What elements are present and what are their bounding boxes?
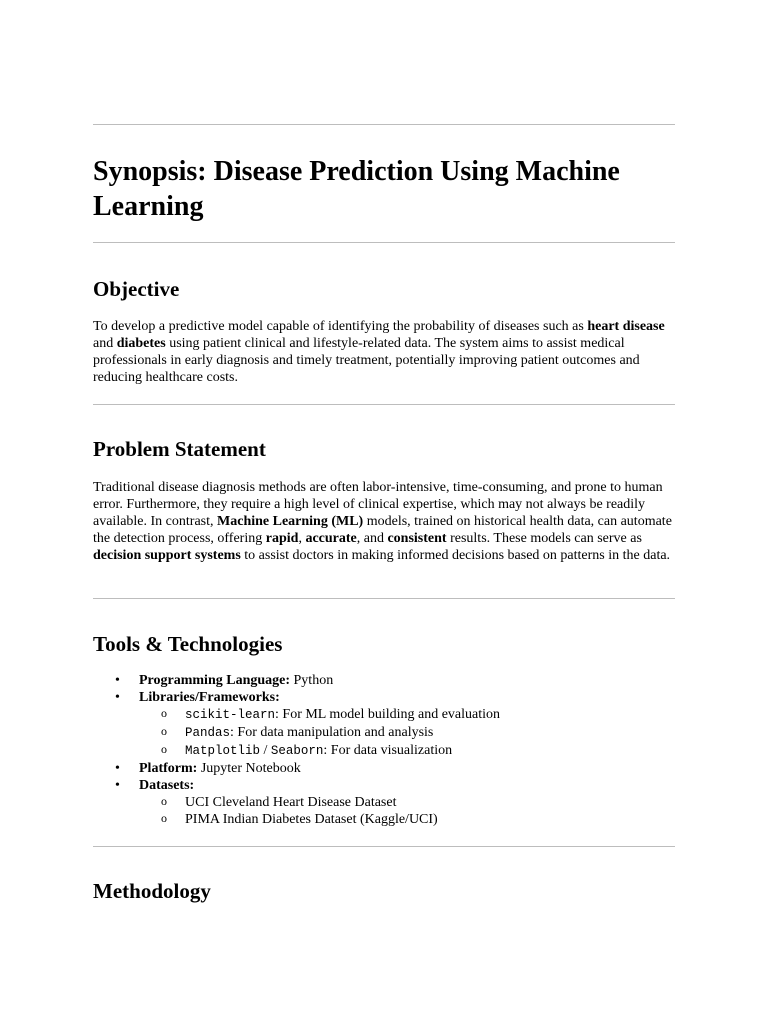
- divider: [93, 404, 675, 405]
- bold-term: rapid: [265, 531, 299, 546]
- problem-statement-paragraph: Traditional disease diagnosis methods are often labor-intensive, time-consuming, and prone to human error. Furthermore, they require a high level of clinical expertise, which may not always be readily available. In contrast, Machine Learning (ML) models, trained on historical health data, can automate the detection process, offering rapid, accurate, and consistent results. These models can serve as decision support systems to assist doctors in making informed decisions based on patterns in the data.: [93, 480, 672, 563]
- divider: [93, 242, 675, 243]
- libraries-sublist: [139, 706, 500, 760]
- bold-term: Machine Learning (ML): [217, 514, 364, 529]
- list-item: o UCI Cleveland Heart Disease Dataset: [139, 794, 500, 811]
- methodology-heading: Methodology: [93, 879, 211, 903]
- bold-term: decision support systems: [93, 548, 241, 563]
- bold-term: accurate: [305, 531, 357, 546]
- tools-heading: Tools & Technologies: [93, 632, 283, 656]
- page-title: Synopsis: Disease Prediction Using Machine Learning: [93, 156, 620, 222]
- divider: [93, 846, 675, 847]
- datasets-sublist: [139, 794, 500, 828]
- list-item: • Datasets: o UCI Cleveland Heart Disease Dataset o PIMA Indian Diabetes Dataset (Kaggle/UCI): [93, 777, 500, 828]
- problem-statement-heading: Problem Statement: [93, 437, 266, 461]
- list-item: • Programming Language: Python: [93, 672, 500, 689]
- bold-term: consistent: [387, 531, 447, 546]
- bold-term: heart disease: [587, 319, 665, 334]
- objective-heading: Objective: [93, 277, 180, 301]
- list-item: • Platform: Jupyter Notebook: [93, 760, 500, 777]
- list-item: o Pandas: For data manipulation and analysis: [139, 724, 500, 742]
- list-item: o PIMA Indian Diabetes Dataset (Kaggle/UCI): [139, 811, 500, 828]
- list-item: • Libraries/Frameworks: o scikit-learn: For ML model building and evaluation o Pandas: For data manipulation and analysis o Matplotlib / Seaborn: For data visualization: [93, 689, 500, 760]
- divider: [93, 598, 675, 599]
- list-item: o Matplotlib / Seaborn: For data visualization: [139, 742, 500, 760]
- divider: [93, 124, 675, 125]
- tools-list: [93, 672, 500, 828]
- bold-term: diabetes: [116, 336, 166, 351]
- list-item: o scikit-learn: For ML model building and evaluation: [139, 706, 500, 724]
- objective-paragraph: To develop a predictive model capable of identifying the probability of diseases such as heart disease and diabetes using patient clinical and lifestyle-related data. The system aims to assist medical professionals in early diagnosis and timely treatment, potentially improving patient outcomes and reducing healthcare costs.: [93, 319, 665, 385]
